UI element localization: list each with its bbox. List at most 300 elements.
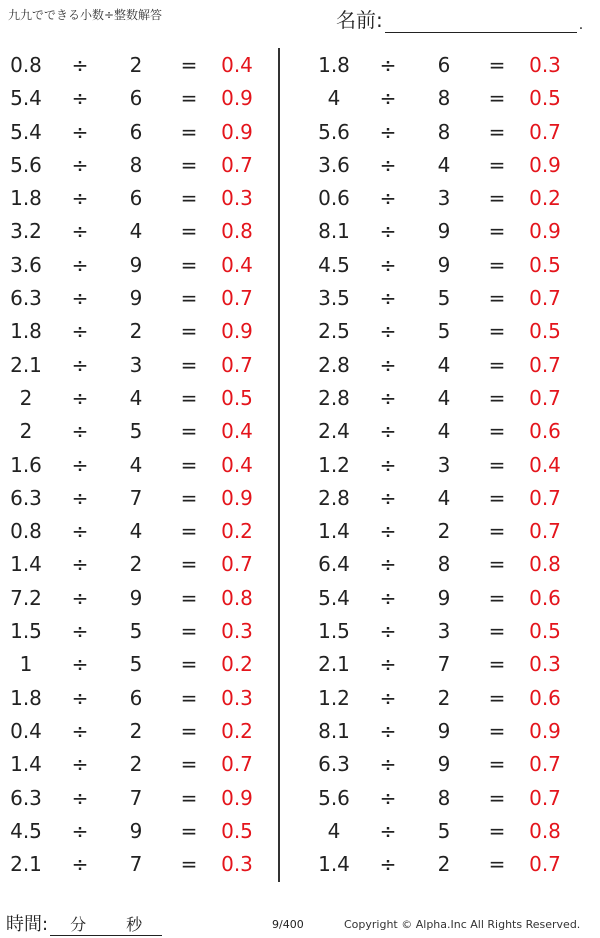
equals-sign: = [180, 718, 198, 743]
answer: 0.9 [221, 86, 253, 111]
division-sign: ÷ [71, 53, 89, 77]
equals-sign: = [488, 119, 506, 144]
answer: 0.7 [529, 352, 561, 377]
divisor: 4 [129, 385, 143, 410]
problem-row [0, 116, 290, 149]
equals-sign: = [180, 852, 198, 877]
division-sign: ÷ [379, 718, 397, 743]
division-sign: ÷ [71, 718, 89, 743]
equals-sign: = [180, 485, 198, 510]
answer: 0.3 [221, 186, 253, 211]
division-sign: ÷ [71, 685, 89, 710]
divisor: 8 [437, 119, 451, 144]
problem-row [0, 515, 290, 548]
divisor: 3 [437, 186, 451, 211]
answer: 0.3 [221, 685, 253, 710]
problem-row [308, 748, 598, 781]
divisor: 9 [129, 286, 143, 311]
problem-row [0, 848, 290, 881]
dividend: 6.3 [10, 286, 42, 311]
divisor: 5 [437, 319, 451, 344]
division-sign: ÷ [71, 585, 89, 610]
equals-sign: = [180, 219, 198, 244]
division-sign: ÷ [71, 852, 89, 877]
divisor: 4 [437, 385, 451, 410]
dividend: 2.4 [318, 419, 350, 444]
dividend: 5.4 [10, 86, 42, 111]
divisor: 2 [129, 552, 143, 577]
problem-row [0, 748, 290, 781]
answer: 0.7 [221, 352, 253, 377]
division-sign: ÷ [71, 752, 89, 777]
equals-sign: = [488, 619, 506, 644]
divisor: 9 [437, 752, 451, 777]
divisor: 5 [437, 818, 451, 843]
division-sign: ÷ [379, 585, 397, 610]
equals-sign: = [488, 352, 506, 377]
dividend: 0.8 [10, 519, 42, 544]
division-sign: ÷ [71, 252, 89, 277]
problem-row [0, 49, 290, 82]
problem-row [0, 149, 290, 182]
answer: 0.5 [529, 86, 561, 111]
problem-row [308, 349, 598, 382]
answer: 0.9 [221, 119, 253, 144]
answer: 0.9 [529, 718, 561, 743]
equals-sign: = [180, 119, 198, 144]
answer: 0.7 [221, 286, 253, 311]
equals-sign: = [180, 53, 198, 77]
page-number: 9/400 [272, 918, 304, 931]
problem-row [308, 315, 598, 348]
division-sign: ÷ [71, 785, 89, 810]
division-sign: ÷ [71, 286, 89, 311]
divisor: 8 [437, 86, 451, 111]
divisor: 2 [129, 718, 143, 743]
name-field [336, 4, 583, 33]
column-divider [278, 48, 280, 882]
division-sign: ÷ [379, 552, 397, 577]
division-sign: ÷ [379, 685, 397, 710]
dividend: 1.8 [10, 319, 42, 344]
answer: 0.5 [529, 319, 561, 344]
dividend: 2 [19, 419, 33, 444]
division-sign: ÷ [379, 752, 397, 777]
divisor: 6 [129, 119, 143, 144]
answer: 0.7 [529, 519, 561, 544]
division-sign: ÷ [379, 186, 397, 211]
division-sign: ÷ [379, 385, 397, 410]
division-sign: ÷ [379, 53, 397, 77]
division-sign: ÷ [379, 452, 397, 477]
equals-sign: = [488, 452, 506, 477]
division-sign: ÷ [379, 286, 397, 311]
divisor: 7 [129, 852, 143, 877]
divisor: 7 [129, 785, 143, 810]
dividend: 0.8 [10, 53, 42, 77]
equals-sign: = [180, 319, 198, 344]
dividend: 4.5 [10, 818, 42, 843]
equals-sign: = [488, 219, 506, 244]
equals-sign: = [488, 86, 506, 111]
answer: 0.7 [529, 385, 561, 410]
division-sign: ÷ [379, 419, 397, 444]
answer: 0.6 [529, 685, 561, 710]
answer: 0.5 [529, 619, 561, 644]
divisor: 8 [129, 152, 143, 177]
divisor: 9 [437, 718, 451, 743]
dividend: 4 [327, 818, 341, 843]
answer: 0.9 [221, 319, 253, 344]
problem-row [308, 582, 598, 615]
divisor: 6 [129, 685, 143, 710]
dividend: 6.4 [318, 552, 350, 577]
dividend: 1.4 [318, 519, 350, 544]
problem-row [308, 149, 598, 182]
division-sign: ÷ [71, 119, 89, 144]
divisor: 4 [129, 219, 143, 244]
answer: 0.4 [221, 252, 253, 277]
answer: 0.7 [221, 752, 253, 777]
time-label: 時間: [6, 914, 49, 935]
equals-sign: = [488, 286, 506, 311]
divisor: 7 [129, 485, 143, 510]
dividend: 1 [19, 652, 33, 677]
divisor: 6 [437, 53, 451, 77]
divisor: 6 [129, 86, 143, 111]
name-blank [385, 10, 577, 33]
divisor: 2 [129, 319, 143, 344]
dividend: 4.5 [318, 252, 350, 277]
problem-row [308, 215, 598, 248]
divisor: 5 [129, 652, 143, 677]
answer: 0.8 [221, 585, 253, 610]
dividend: 3.6 [10, 252, 42, 277]
problem-row [308, 415, 598, 448]
division-sign: ÷ [71, 652, 89, 677]
equals-sign: = [180, 286, 198, 311]
problem-row [308, 282, 598, 315]
answer: 0.4 [221, 53, 253, 77]
divisor: 9 [437, 585, 451, 610]
answer: 0.7 [529, 485, 561, 510]
equals-sign: = [180, 552, 198, 577]
problem-row [308, 848, 598, 881]
name-label: 名前: [336, 8, 383, 32]
dividend: 3.6 [318, 152, 350, 177]
division-sign: ÷ [71, 352, 89, 377]
divisor: 2 [129, 752, 143, 777]
equals-sign: = [180, 419, 198, 444]
divisor: 9 [437, 252, 451, 277]
divisor: 3 [437, 452, 451, 477]
problem-row [308, 449, 598, 482]
problem-row [0, 282, 290, 315]
dividend: 8.1 [318, 219, 350, 244]
division-sign: ÷ [71, 86, 89, 111]
divisor: 9 [129, 818, 143, 843]
division-sign: ÷ [379, 619, 397, 644]
equals-sign: = [180, 86, 198, 111]
problem-row [0, 249, 290, 282]
dividend: 2.8 [318, 485, 350, 510]
problem-row [308, 482, 598, 515]
equals-sign: = [488, 319, 506, 344]
equals-sign: = [488, 519, 506, 544]
dividend: 3.5 [318, 286, 350, 311]
divisor: 3 [437, 619, 451, 644]
problem-row [0, 449, 290, 482]
answer: 0.2 [529, 186, 561, 211]
division-sign: ÷ [71, 385, 89, 410]
answer: 0.6 [529, 585, 561, 610]
division-sign: ÷ [71, 452, 89, 477]
divisor: 2 [437, 685, 451, 710]
answer: 0.7 [529, 119, 561, 144]
divisor: 2 [437, 852, 451, 877]
dividend: 6.3 [10, 485, 42, 510]
problem-row [0, 482, 290, 515]
division-sign: ÷ [71, 485, 89, 510]
dividend: 1.5 [318, 619, 350, 644]
dividend: 0.4 [10, 718, 42, 743]
dividend: 1.8 [318, 53, 350, 77]
division-sign: ÷ [379, 519, 397, 544]
dividend: 5.6 [318, 785, 350, 810]
copyright: Copyright © Alpha.Inc All Rights Reserved. [344, 918, 581, 931]
problem-row [0, 815, 290, 848]
problem-row [308, 49, 598, 82]
division-sign: ÷ [71, 519, 89, 544]
equals-sign: = [180, 585, 198, 610]
problem-row [308, 182, 598, 215]
problem-row [0, 415, 290, 448]
answer: 0.6 [529, 419, 561, 444]
dividend: 0.6 [318, 186, 350, 211]
problem-row [0, 615, 290, 648]
minutes-label: 分 [70, 915, 87, 934]
division-sign: ÷ [379, 652, 397, 677]
answer: 0.3 [529, 652, 561, 677]
problem-row [308, 782, 598, 815]
problem-row [0, 582, 290, 615]
equals-sign: = [488, 419, 506, 444]
problem-row [308, 249, 598, 282]
answer: 0.8 [221, 219, 253, 244]
dividend: 3.2 [10, 219, 42, 244]
equals-sign: = [488, 785, 506, 810]
answer: 0.7 [221, 152, 253, 177]
problem-row [0, 182, 290, 215]
divisor: 9 [437, 219, 451, 244]
divisor: 4 [437, 419, 451, 444]
dividend: 2.1 [10, 852, 42, 877]
equals-sign: = [180, 752, 198, 777]
equals-sign: = [488, 718, 506, 743]
answer: 0.3 [221, 852, 253, 877]
divisor: 4 [437, 152, 451, 177]
division-sign: ÷ [379, 485, 397, 510]
divisor: 2 [129, 53, 143, 77]
equals-sign: = [180, 652, 198, 677]
dividend: 1.4 [10, 752, 42, 777]
divisor: 9 [129, 252, 143, 277]
answer: 0.8 [529, 552, 561, 577]
right-problem-column [308, 49, 598, 881]
division-sign: ÷ [379, 119, 397, 144]
answer: 0.3 [529, 53, 561, 77]
equals-sign: = [488, 752, 506, 777]
dividend: 6.3 [10, 785, 42, 810]
left-problem-column [0, 49, 290, 881]
division-sign: ÷ [71, 818, 89, 843]
division-sign: ÷ [379, 152, 397, 177]
divisor: 4 [437, 485, 451, 510]
problem-row [308, 682, 598, 715]
answer: 0.2 [221, 652, 253, 677]
answer: 0.8 [529, 818, 561, 843]
seconds-label: 秒 [126, 915, 143, 934]
equals-sign: = [180, 619, 198, 644]
problem-row [0, 315, 290, 348]
division-sign: ÷ [71, 552, 89, 577]
dividend: 1.4 [10, 552, 42, 577]
dividend: 2.1 [10, 352, 42, 377]
dividend: 1.2 [318, 452, 350, 477]
dividend: 1.5 [10, 619, 42, 644]
equals-sign: = [180, 685, 198, 710]
equals-sign: = [180, 152, 198, 177]
divisor: 8 [437, 785, 451, 810]
divisor: 2 [437, 519, 451, 544]
equals-sign: = [180, 385, 198, 410]
time-blank [50, 912, 162, 936]
problem-row [0, 715, 290, 748]
answer: 0.9 [221, 485, 253, 510]
dividend: 2.8 [318, 385, 350, 410]
divisor: 4 [437, 352, 451, 377]
problem-row [308, 82, 598, 115]
answer: 0.9 [529, 152, 561, 177]
answer: 0.7 [221, 552, 253, 577]
answer: 0.2 [221, 519, 253, 544]
division-sign: ÷ [379, 785, 397, 810]
divisor: 5 [129, 419, 143, 444]
problem-row [308, 116, 598, 149]
division-sign: ÷ [379, 219, 397, 244]
problem-row [0, 648, 290, 681]
answer: 0.7 [529, 286, 561, 311]
divisor: 7 [437, 652, 451, 677]
problem-row [0, 215, 290, 248]
equals-sign: = [488, 552, 506, 577]
dividend: 6.3 [318, 752, 350, 777]
equals-sign: = [180, 252, 198, 277]
dividend: 1.8 [10, 186, 42, 211]
problem-row [0, 82, 290, 115]
dividend: 5.6 [10, 152, 42, 177]
division-sign: ÷ [71, 219, 89, 244]
equals-sign: = [180, 452, 198, 477]
answer: 0.5 [221, 385, 253, 410]
problem-row [0, 548, 290, 581]
equals-sign: = [488, 385, 506, 410]
equals-sign: = [488, 852, 506, 877]
dividend: 5.4 [318, 585, 350, 610]
answer: 0.9 [529, 219, 561, 244]
division-sign: ÷ [379, 352, 397, 377]
divisor: 5 [437, 286, 451, 311]
answer: 0.3 [221, 619, 253, 644]
problem-row [308, 715, 598, 748]
answer: 0.9 [221, 785, 253, 810]
equals-sign: = [180, 186, 198, 211]
answer: 0.4 [221, 452, 253, 477]
equals-sign: = [488, 585, 506, 610]
problem-row [0, 382, 290, 415]
division-sign: ÷ [379, 852, 397, 877]
division-sign: ÷ [379, 86, 397, 111]
equals-sign: = [488, 152, 506, 177]
divisor: 4 [129, 519, 143, 544]
equals-sign: = [488, 652, 506, 677]
equals-sign: = [180, 818, 198, 843]
division-sign: ÷ [379, 319, 397, 344]
equals-sign: = [180, 785, 198, 810]
worksheet-title: 九九でできる小数÷整数解答 [8, 8, 163, 22]
dividend: 1.6 [10, 452, 42, 477]
equals-sign: = [488, 818, 506, 843]
division-sign: ÷ [71, 419, 89, 444]
answer: 0.2 [221, 718, 253, 743]
time-field [6, 910, 162, 936]
divisor: 4 [129, 452, 143, 477]
dividend: 1.2 [318, 685, 350, 710]
division-sign: ÷ [379, 818, 397, 843]
dividend: 2.5 [318, 319, 350, 344]
equals-sign: = [180, 519, 198, 544]
equals-sign: = [488, 53, 506, 77]
division-sign: ÷ [71, 319, 89, 344]
name-dot: . [578, 17, 584, 33]
division-sign: ÷ [71, 186, 89, 211]
problem-row [308, 382, 598, 415]
dividend: 5.4 [10, 119, 42, 144]
equals-sign: = [488, 186, 506, 211]
dividend: 1.8 [10, 685, 42, 710]
problem-row [308, 615, 598, 648]
problem-row [0, 349, 290, 382]
division-sign: ÷ [379, 252, 397, 277]
answer: 0.4 [221, 419, 253, 444]
answer: 0.7 [529, 752, 561, 777]
divisor: 3 [129, 352, 143, 377]
answer: 0.5 [221, 818, 253, 843]
answer: 0.5 [529, 252, 561, 277]
dividend: 2.1 [318, 652, 350, 677]
dividend: 7.2 [10, 585, 42, 610]
divisor: 6 [129, 186, 143, 211]
answer: 0.7 [529, 852, 561, 877]
dividend: 8.1 [318, 718, 350, 743]
division-sign: ÷ [71, 152, 89, 177]
divisor: 5 [129, 619, 143, 644]
equals-sign: = [180, 352, 198, 377]
problem-row [308, 548, 598, 581]
dividend: 5.6 [318, 119, 350, 144]
dividend: 4 [327, 86, 341, 111]
dividend: 2 [19, 385, 33, 410]
